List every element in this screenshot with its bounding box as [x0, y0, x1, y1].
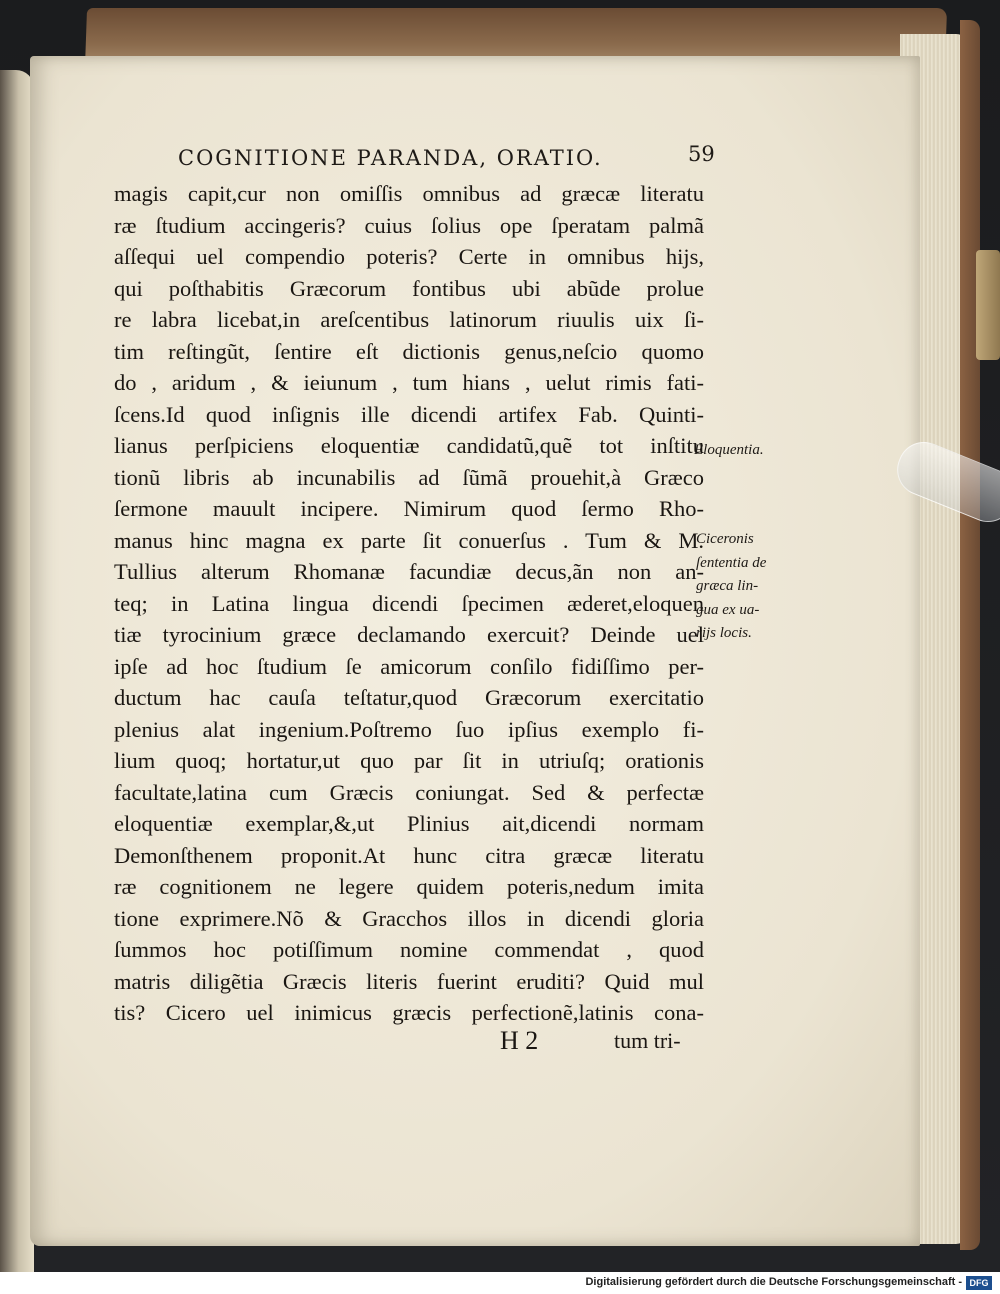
- text-line: tione exprimere.Nõ & Gracchos illos in dicendi gloria: [114, 905, 704, 931]
- margin-note-ciceronis: [696, 528, 766, 646]
- text-line: Tullius alterum Rhomanæ facundiæ decus,ãn non an-: [114, 559, 704, 584]
- text-line: lium quoq; hortatur,ut quo par ſit in utriuſq; orationis: [114, 748, 704, 773]
- text-line: ræ ſtudium accingeris? cuius ſolius ope ſperatam palmã: [114, 212, 704, 238]
- text-line: ræ cognitionem ne legere quidem poteris,nedum imita: [114, 874, 704, 899]
- text-line: lianus perſpiciens eloquentiæ candidatũ,quẽ tot inſtitu: [114, 433, 704, 458]
- footer-credit: Digitalisierung gefördert durch die Deutsche Forschungsgemeinschaft -: [585, 1276, 962, 1288]
- text-line: manus hinc magna ex parte ſit conuerſus . Tum & M.: [114, 527, 704, 553]
- text-line: Demonſthenem proponit.At hunc citra græcæ literatu: [114, 842, 704, 868]
- text-line: matris diligẽtia Græcis literis fuerint eruditi? Quid mul: [114, 968, 704, 994]
- text-line: teq; in Latina lingua dicendi ſpecimen æderet,eloquen: [114, 590, 704, 616]
- margin-note-line: ſententia de: [696, 554, 767, 571]
- text-line: do , aridum , & ieiunum , tum hians , uelut rimis fati-: [114, 370, 704, 395]
- text-line: re labra licebat,in areſcentibus latinorum riuulis uix ſi-: [114, 307, 704, 332]
- text-line: tis? Cicero uel inimicus græcis perfectionẽ,latinis cona-: [114, 1000, 704, 1025]
- book-clasp: [976, 250, 1000, 360]
- margin-note-line: rijs locis.: [696, 625, 752, 641]
- text-line: tim reſtingũt, ſentire eſt dictionis genus,neſcio quomo: [114, 338, 704, 364]
- text-line: qui poſthabitis Græcorum fontibus ubi abũde prolue: [114, 275, 704, 301]
- page-number: 59: [688, 142, 715, 166]
- text-line: plenius alat ingenium.Poſtremo ſuo ipſius exemplo fi-: [114, 716, 704, 742]
- margin-note-eloquentia: Eloquentia.: [694, 442, 764, 458]
- text-line: eloquentiæ exemplar,&,ut Plinius ait,dicendi normam: [114, 811, 704, 836]
- text-line: facultate,latina cum Græcis coniungat. Sed & perfectæ: [114, 779, 704, 805]
- body-text: [114, 178, 704, 1029]
- text-line: magis capit,cur non omiſſis omnibus ad græcæ literatu: [114, 181, 704, 206]
- catchword: tum tri-: [614, 1028, 681, 1053]
- dfg-logo: DFG: [966, 1276, 992, 1290]
- text-line: ſummos hoc potiſſimum nomine commendat , quod: [114, 937, 704, 962]
- left-page-edge: [0, 70, 34, 1272]
- text-line: ſermone mauult incipere. Nimirum quod ſermo Rho-: [114, 496, 704, 521]
- footer-bar: [0, 1272, 1000, 1294]
- running-head: COGNITIONE PARANDA, ORATIO.: [178, 146, 603, 170]
- margin-note-line: gua ex ua-: [696, 601, 760, 618]
- text-line: tiæ tyrocinium græce declamando exercuit? Deinde uel: [114, 622, 704, 647]
- text-line: ductum hac cauſa teſtatur,quod Græcorum exercitatio: [114, 685, 704, 710]
- signature-mark: H 2: [500, 1026, 539, 1055]
- text-line: ipſe ad hoc ſtudium ſe amicorum conſilo fidiſſimo per-: [114, 653, 704, 679]
- margin-note-line: græca lin-: [696, 578, 759, 594]
- text-line: tionũ libris ab incunabilis ad ſũmã prouehit,à Græco: [114, 464, 704, 490]
- text-line: aſſequi uel compendio poteris? Certe in omnibus hijs,: [114, 244, 704, 269]
- margin-note-line: Ciceronis: [696, 531, 754, 547]
- text-line: ſcens.Id quod inſignis ille dicendi artifex Fab. Quinti-: [114, 401, 704, 427]
- cover-edge: [960, 20, 980, 1250]
